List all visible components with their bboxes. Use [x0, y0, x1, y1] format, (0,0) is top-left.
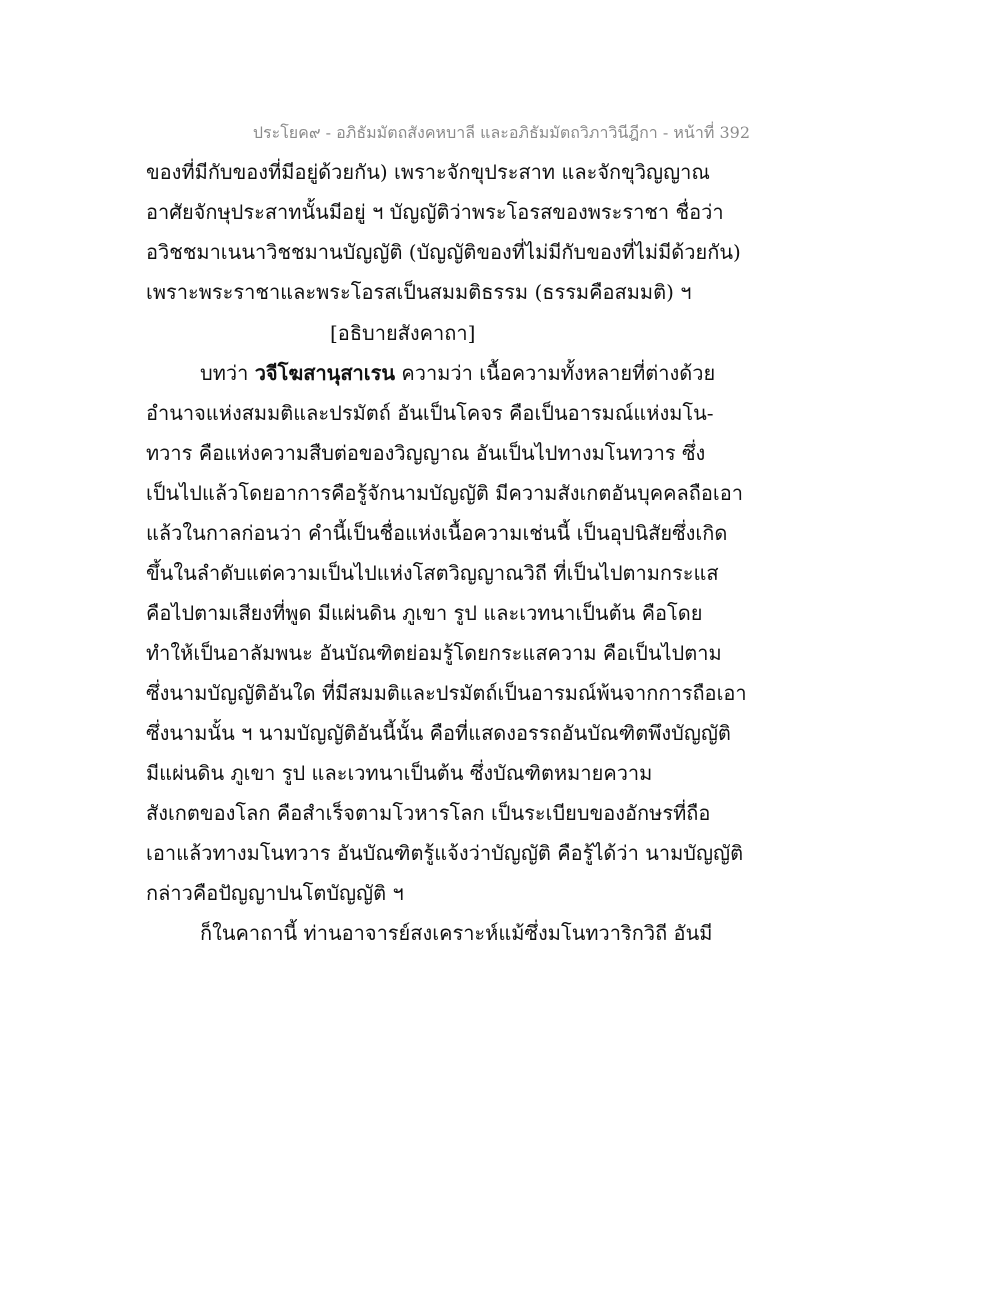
section-heading: [อธิบายสังคาถา]	[330, 321, 476, 345]
body-line: กล่าวคือปัญญาปนโตบัญญัติ ฯ	[146, 881, 404, 905]
running-header: ประโยค๙ - อภิธัมมัตถสังคหบาลี และอภิธัมมัตถวิภาวินีฎีกา - หน้าที่ 392	[252, 123, 750, 142]
body-line: อวิชชมาเนนาวิชชมานบัญญัติ (บัญญัติของที่ไม่มีกับของที่ไม่มีด้วยกัน)	[146, 240, 741, 264]
body-line: อาศัยจักษุประสาทนั้นมีอยู่ ฯ บัญญัติว่าพระโอรสของพระราชา ชื่อว่า	[146, 200, 724, 224]
paragraph-first-line	[200, 358, 715, 388]
paragraph-suffix: ความว่า เนื้อความทั้งหลายที่ต่างด้วย	[395, 361, 716, 385]
body-line: เอาแล้วทางมโนทวาร อันบัณฑิตรู้แจ้งว่าบัญญัติ คือรู้ได้ว่า นามบัญญัติ	[146, 841, 744, 865]
paragraph-prefix: บทว่า	[200, 361, 255, 385]
body-line: เพราะพระราชาและพระโอรสเป็นสมมติธรรม (ธรรมคือสมมติ) ฯ	[146, 280, 692, 304]
body-line: ของที่มีกับของที่มีอยู่ด้วยกัน) เพราะจักขุประสาท และจักขุวิญญาณ	[146, 160, 710, 184]
body-line: ซึ่งนามนั้น ฯ นามบัญญัติอันนี้นั้น คือที่แสดงอรรถอันบัณฑิตพึงบัญญัติ	[146, 721, 731, 745]
body-line: คือไปตามเสียงที่พูด มีแผ่นดิน ภูเขา รูป และเวทนาเป็นต้น คือโดย	[146, 601, 703, 625]
body-line: ทำให้เป็นอาลัมพนะ อันบัณฑิตย่อมรู้โดยกระแสความ คือเป็นไปตาม	[146, 641, 722, 665]
pali-term: วจีโฆสานุสาเรน	[254, 361, 396, 385]
body-line: อำนาจแห่งสมมติและปรมัตถ์ อันเป็นโคจร คือเป็นอารมณ์แห่งมโน-	[146, 401, 714, 425]
body-line: ขึ้นในลำดับแต่ความเป็นไปแห่งโสตวิญญาณวิถี ที่เป็นไปตามกระแส	[146, 561, 719, 585]
body-line: เป็นไปแล้วโดยอาการคือรู้จักนามบัญญัติ มีความสังเกตอันบุคคลถือเอา	[146, 481, 743, 505]
body-line: ซึ่งนามบัญญัติอันใด ที่มีสมมติและปรมัตถ์เป็นอารมณ์พ้นจากการถือเอา	[146, 681, 747, 705]
paragraph-first-line: ก็ในคาถานี้ ท่านอาจารย์สงเคราะห์แม้ซึ่งมโนทวาริกวิถี อันมี	[200, 921, 713, 945]
body-line: แล้วในกาลก่อนว่า คำนี้เป็นชื่อแห่งเนื้อความเช่นนี้ เป็นอุปนิสัยซึ่งเกิด	[146, 521, 728, 545]
body-line: มีแผ่นดิน ภูเขา รูป และเวทนาเป็นต้น ซึ่งบัณฑิตหมายความ	[146, 761, 653, 785]
body-line: สังเกตของโลก คือสำเร็จตามโวหารโลก เป็นระเบียบของอักษรที่ถือ	[146, 801, 711, 825]
body-line: ทวาร คือแห่งความสืบต่อของวิญญาณ อันเป็นไปทางมโนทวาร ซึ่ง	[146, 441, 706, 465]
